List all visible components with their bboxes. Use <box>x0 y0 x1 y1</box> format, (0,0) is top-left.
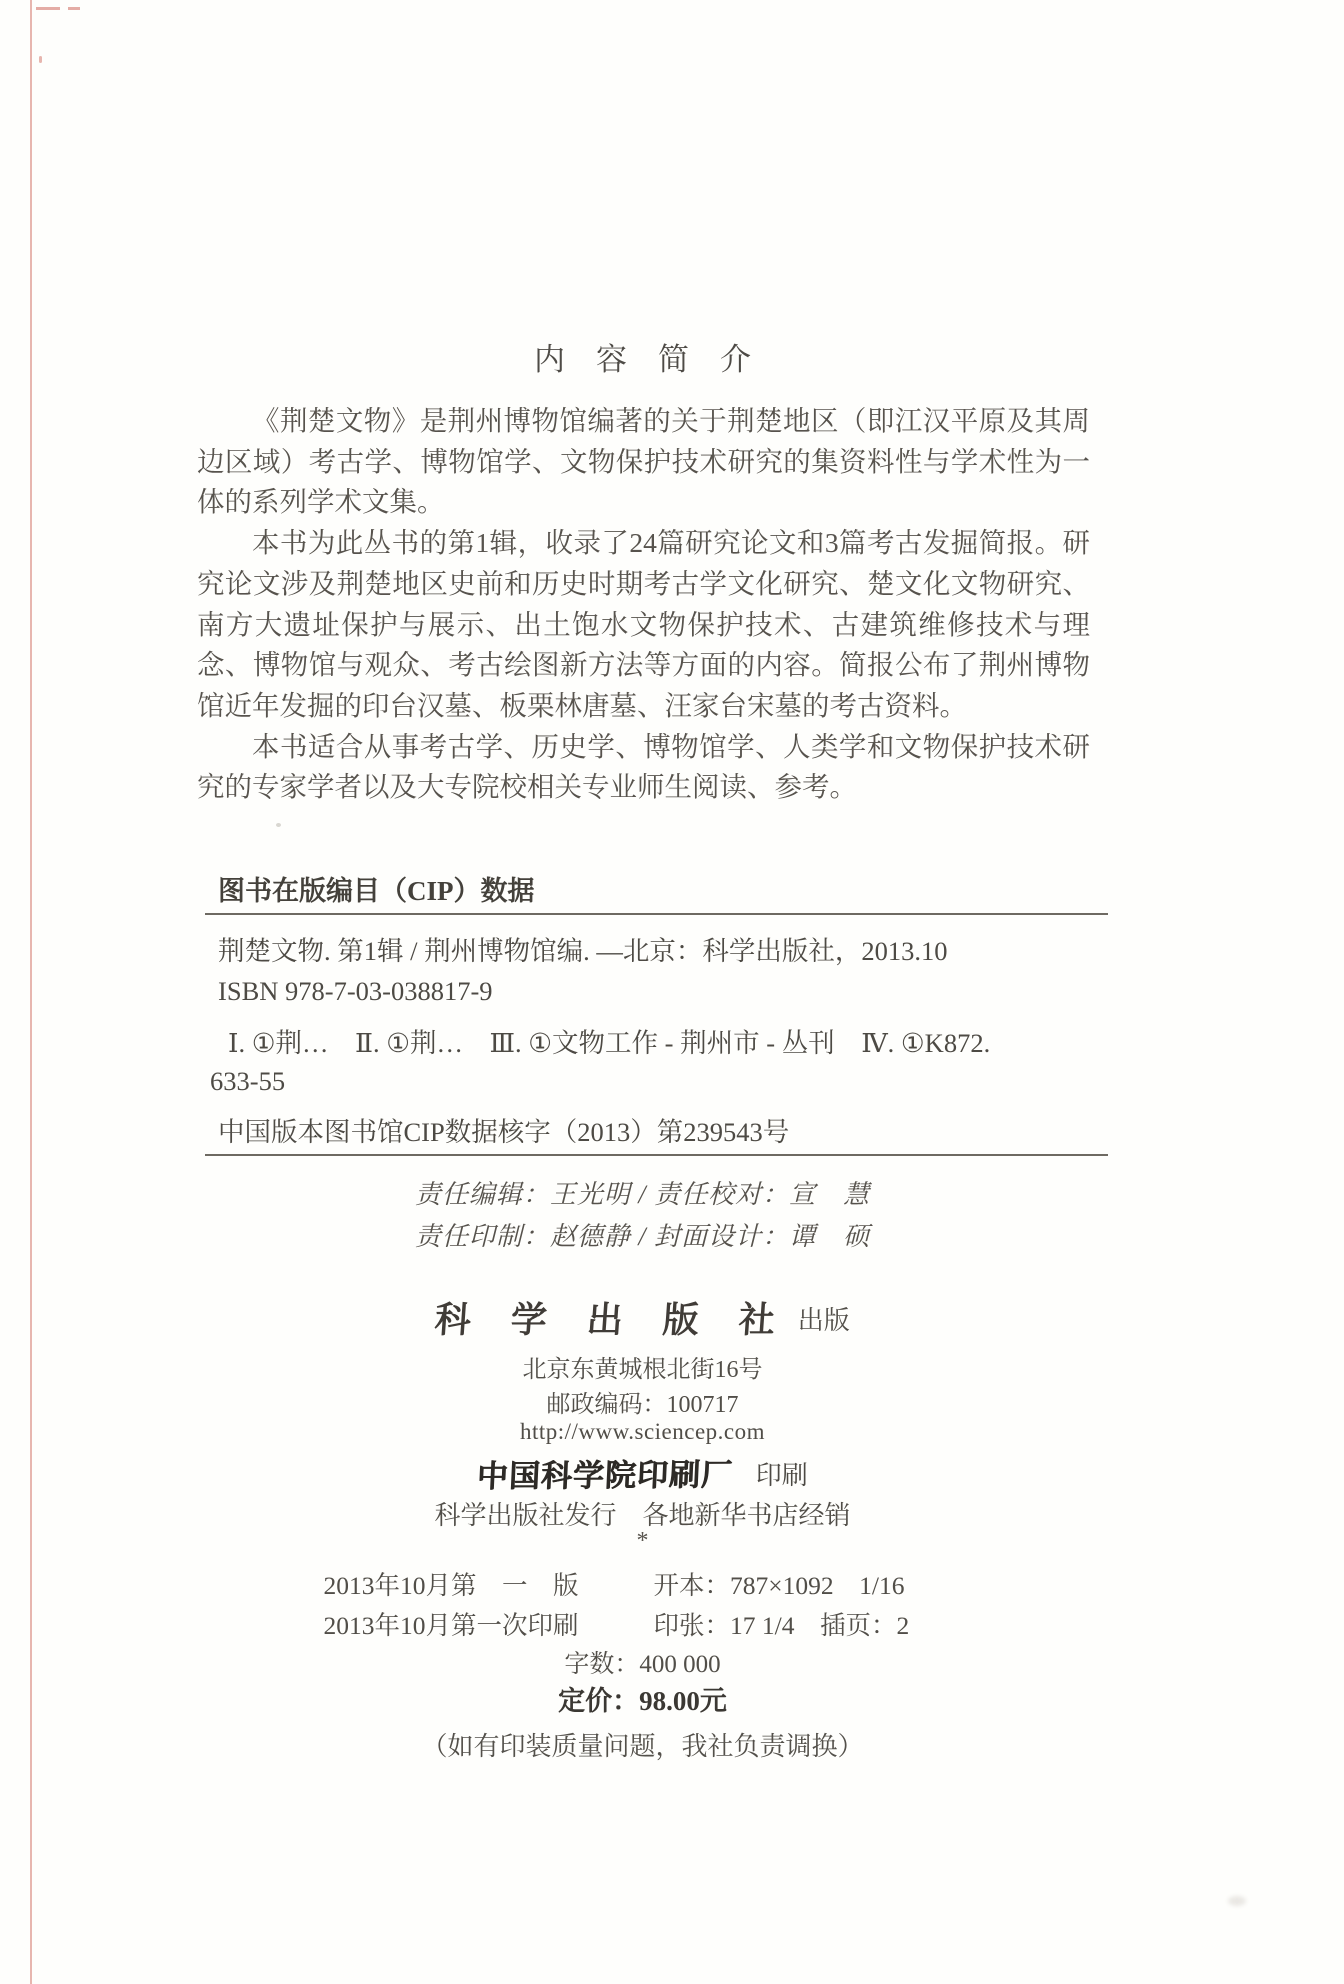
distribution-line: 科学出版社发行 各地新华书店经销 <box>434 1501 851 1530</box>
cip-registry-line: 中国版本图书馆CIP数据核字（2013）第239543号 <box>218 1117 790 1147</box>
scan-artifact-left-edge-line <box>30 0 32 1984</box>
sheets-spec: 印张：17 1/4 插页：2 <box>653 1611 910 1640</box>
edition-line <box>195 1566 1090 1602</box>
format-spec: 开本：787×1092 1/16 <box>653 1571 905 1600</box>
intro-text-block <box>197 401 1090 808</box>
scan-artifact-smudge <box>1228 1896 1246 1906</box>
publisher-url: http://www.sciencep.com <box>519 1419 766 1444</box>
separator-asterisk: * <box>636 1528 649 1554</box>
printing-date: 2013年10月第一次印刷 <box>323 1611 579 1640</box>
cip-classification-line: Ⅰ. ①荆… Ⅱ. ①荆… Ⅲ. ①文物工作 - 荆州市 - 丛刊 Ⅳ. ①K872. <box>228 1028 991 1058</box>
publisher-postcode: 邮政编码：100717 <box>546 1392 739 1418</box>
scan-artifact-red-dot <box>39 56 42 63</box>
word-count-line: 字数：400 000 <box>564 1651 721 1678</box>
cip-heading: 图书在版编目（CIP）数据 <box>218 876 535 906</box>
publisher-suffix-label: 出版 <box>797 1306 850 1335</box>
intro-paragraph: 《荆楚文物》是荆州博物馆编著的关于荆楚地区（即江汉平原及其周边区域）考古学、博物馆学、文物保护技术研究的集资料性与学术性为一体的系列学术文集。 <box>197 405 1090 518</box>
intro-paragraph: 本书为此丛书的第1辑，收录了24篇研究论文和3篇考古发掘简报。研究论文涉及荆楚地区史前和历史时期考古学文化研究、楚文化文物研究、南方大遗址保护与展示、出土饱水文物保护技术、古建筑维修技术与理念、博物馆与观众、考古绘图新方法等方面的内容。简报公布了荆州博物馆近年发掘的印台汉墓、板栗林唐墓、汪家台宋墓的考古资料。 <box>197 527 1090 721</box>
cip-isbn-line: ISBN 978-7-03-038817-9 <box>218 976 493 1006</box>
printer-imprint-line <box>195 1450 1090 1495</box>
printer-name-calligraphy: 中国科学院印刷厂 <box>476 1457 734 1494</box>
scan-artifact-top-dash <box>36 7 60 10</box>
printing-line <box>195 1606 1090 1642</box>
printer-suffix-label: 印刷 <box>755 1461 808 1490</box>
page-title: 内 容 简 介 <box>534 342 751 377</box>
publisher-imprint-line <box>195 1292 1090 1343</box>
scan-artifact-gray-dot <box>276 823 281 827</box>
scan-artifact-top-dash <box>68 7 80 10</box>
cip-classification-continuation: 633-55 <box>210 1066 286 1096</box>
cip-record-line: 荆楚文物. 第1辑 / 荆州博物馆编. —北京：科学出版社，2013.10 <box>218 936 948 966</box>
publisher-name-calligraphy: 科 学 出 版 社 <box>433 1300 779 1340</box>
staff-editorial-line: 责任编辑：王光明 / 责任校对：宣 慧 <box>414 1180 871 1209</box>
cip-rule-bottom <box>205 1154 1108 1156</box>
edition-date: 2013年10月第 一 版 <box>323 1571 579 1600</box>
price-line: 定价：98.00元 <box>558 1686 727 1716</box>
cip-rule-top <box>205 913 1108 915</box>
intro-paragraph: 本书适合从事考古学、历史学、博物馆学、人类学和文物保护技术研究的专家学者以及大专院校相关专业师生阅读、参考。 <box>197 730 1090 803</box>
staff-printing-line: 责任印制：赵德静 / 封面设计：谭 硕 <box>414 1222 871 1251</box>
publisher-address: 北京东黄城根北街16号 <box>522 1357 763 1383</box>
quality-note-line: （如有印装质量问题，我社负责调换） <box>421 1732 864 1761</box>
